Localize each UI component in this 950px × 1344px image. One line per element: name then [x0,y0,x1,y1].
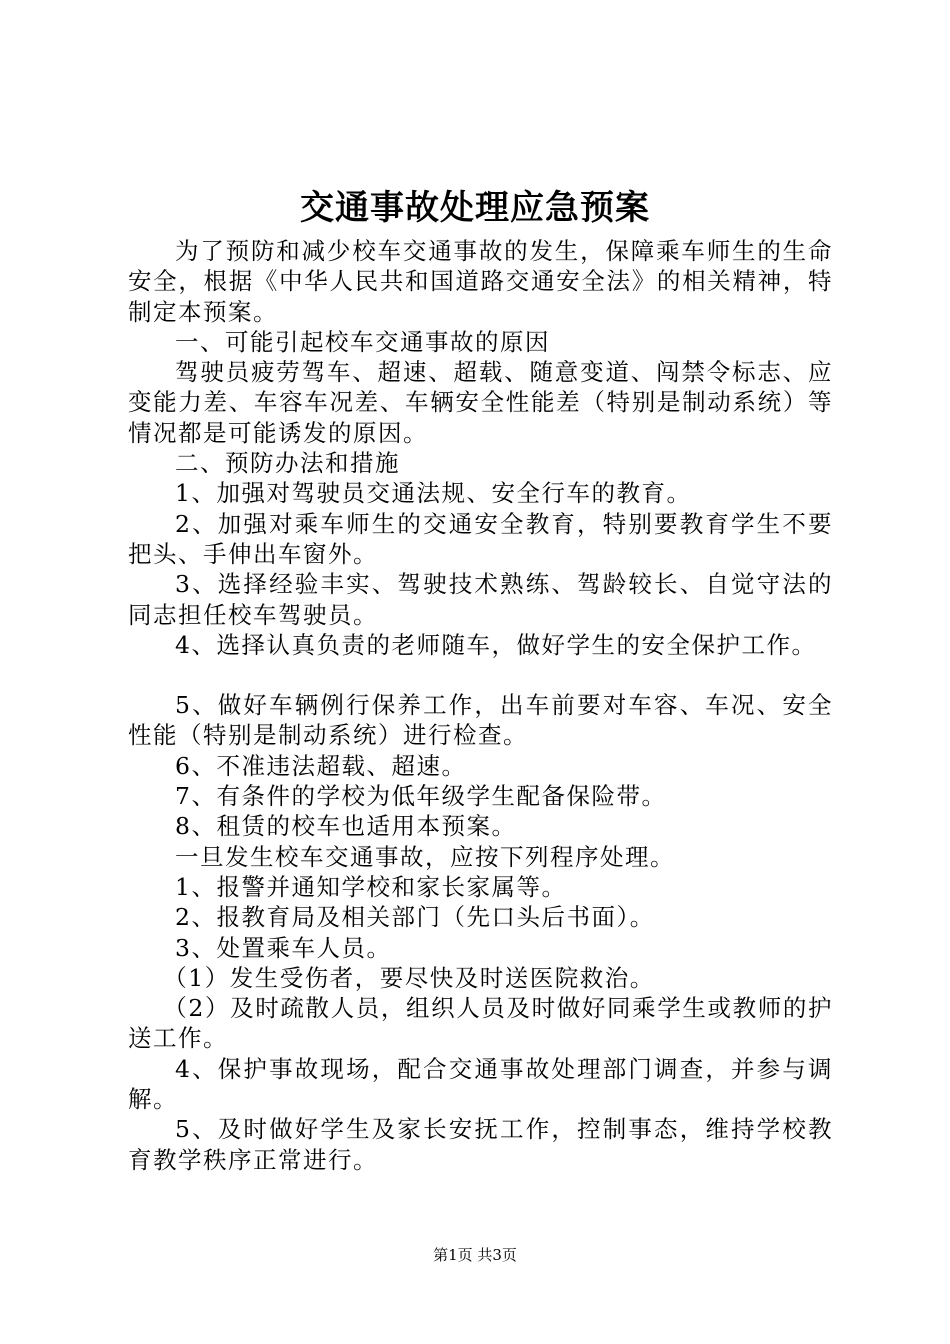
prevention-item-7: 7、有条件的学校为低年级学生配备保险带。 [175,782,667,811]
prevention-item-4: 4、选择认真负责的老师随车，做好学生的安全保护工作。 [175,630,817,659]
procedure-item-2: 2、报教育局及相关部门（先口头后书面）。 [175,903,655,932]
section-heading-prevention: 二、预防办法和措施 [175,449,400,478]
document-body [128,236,833,1175]
procedure-subitem-2: （2）及时疏散人员，组织人员及时做好同乘学生或教师的护送工作。 [128,994,833,1053]
procedure-subitem-1: （1）发生受伤者，要尽快及时送医院救治。 [163,963,655,992]
prevention-item-3: 3、选择经验丰实、驾驶技术熟练、驾龄较长、自觉守法的同志担任校车驾驶员。 [128,570,833,629]
procedure-item-3: 3、处置乘车人员。 [175,933,392,962]
prevention-item-1: 1、加强对驾驶员交通法规、安全行车的教育。 [175,479,692,508]
procedure-item-5: 5、及时做好学生及家长安抚工作，控制事态，维持学校教育教学秩序正常进行。 [128,1115,833,1174]
procedure-item-4: 4、保护事故现场，配合交通事故处理部门调查，并参与调解。 [128,1054,833,1114]
causes-paragraph: 驾驶员疲劳驾车、超速、超载、随意变道、闯禁令标志、应变能力差、车容车况差、车辆安全性能差（特别是制动系统）等情况都是可能诱发的原因。 [128,358,833,447]
document-title: 交通事故处理应急预案 [300,188,650,228]
prevention-item-6: 6、不准违法超载、超速。 [175,751,467,780]
procedure-item-1: 1、报警并通知学校和家长家属等。 [175,872,567,901]
prevention-item-5: 5、做好车辆例行保养工作，出车前要对车容、车况、安全性能（特别是制动系统）进行检查。 [128,691,833,750]
section-heading-causes: 一、可能引起校车交通事故的原因 [175,327,550,356]
intro-paragraph: 为了预防和减少校车交通事故的发生，保障乘车师生的生命安全，根据《中华人民共和国道路交通安全法》的相关精神，特制定本预案。 [128,237,833,326]
procedure-intro: 一旦发生校车交通事故，应按下列程序处理。 [175,842,675,871]
prevention-item-2: 2、加强对乘车师生的交通安全教育，特别要教育学生不要把头、手伸出车窗外。 [128,509,833,568]
page-number: 第1页 共3页 [433,1246,517,1264]
prevention-item-8: 8、租赁的校车也适用本预案。 [175,812,517,841]
